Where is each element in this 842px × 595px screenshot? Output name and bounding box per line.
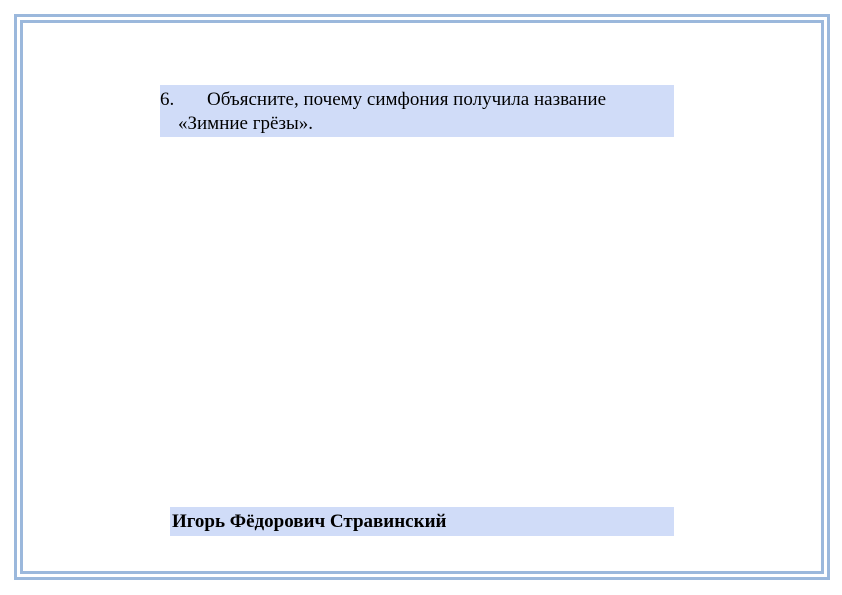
question-text-line-2: «Зимние грёзы». [178, 113, 313, 134]
question-line-1 [160, 88, 674, 112]
composer-name-box [170, 507, 674, 536]
question-text-line-1: Объясните, почему симфония получила название [207, 89, 606, 110]
question-number: 6. [160, 89, 175, 110]
question-text-box [160, 85, 674, 137]
composer-name: Игорь Фёдорович Стравинский [172, 511, 447, 532]
